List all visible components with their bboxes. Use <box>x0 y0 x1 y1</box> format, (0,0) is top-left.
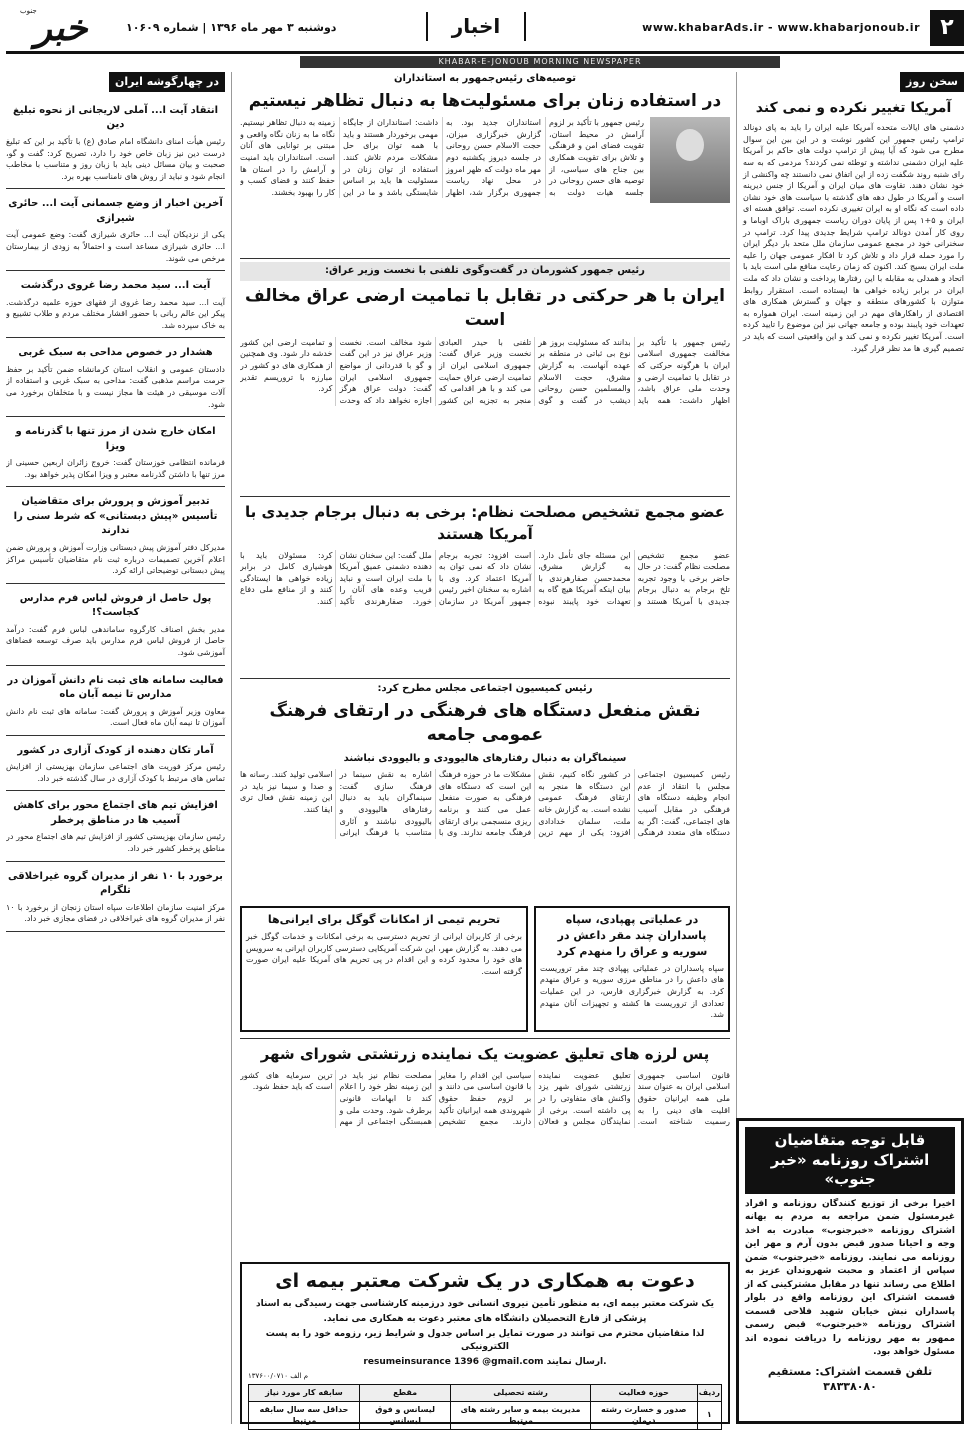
divider <box>6 270 225 271</box>
brief-title: برخورد با ۱۰ نفر از مدیران گروه غیراخلاقی تلگرام <box>8 870 223 897</box>
brief-text: معاون وزیر آموزش و پرورش گفت: سامانه های ثبت نام دانش آموزان تا نیمه آبان ماه فعال است. <box>6 706 225 728</box>
article-iraq <box>240 258 730 490</box>
brief-text: مدیرکل دفتر آموزش پیش دبستانی وزارت آموزش و پرورش ضمن اعلام آخرین تصمیمات درباره ثبت نام متقاضیان تأسیس مراکز پیش دبستانی توضیحاتی ارائه کرد. <box>6 542 225 576</box>
box-text: برخی از کاربران ایرانی از تحریم دسترسی به برخی امکانات و خدمات گوگل خبر می دهند. به گزارش مهر، این شرکت آمریکایی دسترسی کاربران ایرانی به سرویس های خود را محدود کرده و این اقدام در پی تحریم های آمریکا علیه ایران صورت گرفته است. <box>246 931 522 976</box>
table-header-cell: ردیف <box>697 1384 721 1401</box>
brief-title: افزایش تیم های اجتماع محور برای کاهش آسیب ها در مناطق پرخطر <box>13 800 218 826</box>
article-text: قانون اساسی جمهوری اسلامی ایران به عنوان سند ملی همه ایرانیان حقوق اقلیت های دینی را به رسمیت شناخته است. تعلیق عضویت نماینده زرتشتی شورای شهر یزد واکنش های متفاوتی را در پی داشته است. برخی از نمایندگان مجلس و فعالان سیاسی این اقدام را مغایر با قانون اساسی می دانند و بر لزوم حفظ حقوق شهروندی همه ایرانیان تأکید دارند. مجمع تشخیص مصلحت نظام نیز باید در این زمینه نظر خود را اعلام کند تا ابهامات قانونی برطرف شود. وحدت ملی و همبستگی اجتماعی از مهم ترین سرمایه های کشور است که باید حفظ شود. <box>240 1070 730 1127</box>
newspaper-logo: خبر <box>34 7 88 49</box>
divider <box>6 188 225 189</box>
editorial-label: سخن روز <box>900 72 964 92</box>
article-kicker: توصیه‌های رئیس‌جمهور به استانداران <box>394 73 576 84</box>
brief-text: دادستان عمومی و انقلاب استان کرمانشاه ضمن تأکید بر حفظ حرمت مراسم مذهبی گفت: مداحی به سبک غربی و استفاده از آلات موسیقی در هیئت ها مجاز نیست و با متخلفان برخورد می شود. <box>6 364 225 409</box>
article-culture <box>240 678 730 900</box>
job-ad-title: دعوت به همکاری در یک شرکت معتبر بیمه ای <box>275 1270 695 1292</box>
table-header-cell: مقطع <box>359 1384 450 1401</box>
brief-title: تدبیر آموزش و پرورش برای متقاضیان تأسیس «پیش دبستانی» که شرط سنی را ندارند <box>13 496 218 537</box>
brief-text: رئیس مرکز فوریت های اجتماعی سازمان بهزیستی از افزایش تماس های مرتبط با کودک آزاری در سال گذشته خبر داد. <box>6 762 225 783</box>
brief-title: فعالیت سامانه های ثبت نام دانش آموزان در مدارس تا نیمه آبان ماه <box>7 674 224 700</box>
brief-title: هشدار در خصوص مداحی به سبک غربی <box>18 347 213 359</box>
brief-text: مدیر بخش اصناف کارگروه ساماندهی لباس فرم گفت: درآمد حاصل از فروش لباس فرم مدارس باید صرف توسعه فضاهای آموزشی شود. <box>6 624 225 657</box>
brief-text: فرمانده انتظامی خوزستان گفت: خروج زائران اربعین حسینی از مرز تنها با داشتن گذرنامه معتبر و ویزا امکان پذیر خواهد بود. <box>6 458 225 479</box>
job-ad-code: م الف ۱۳۷۶۰۰/۰۷۱۰ <box>248 1371 309 1380</box>
editorial-headline: آمریکا تغییر نکرده و نمی کند <box>755 99 952 116</box>
brief-title: آمار تکان دهنده از کودک آزاری در کشور <box>17 744 214 756</box>
article-band: رئیس جمهور کشورمان در گفت‌وگوی تلفنی با نخست وزیر عراق: <box>240 262 730 281</box>
brief-text: مرکز امنیت سازمان اطلاعات سپاه استان زنجان از برخورد با ۱۰ نفر از مدیران گروه های غیراخلاقی در فضای مجازی خبر داد. <box>6 902 225 924</box>
news-briefs-list <box>6 104 225 932</box>
subscription-ad-body: اخیرا برخی از توزیع کنندگان روزنامه و افراد غیرمسئول ضمن مراجعه به مردم به بهانه اشتراک روزنامه «خبرجنوب» مبادرت به اخذ وجه و احیانا صدور قبض بدون آرم و مهر این روزنامه می نمایند. روزنامه «خبرجنوب» ضمن سپاس از اعتماد و محبت شهروندان عزیز به اطلاع می رساند تنها در مقابل مشترکینی که از قسمت اشتراک این روزنامه واقع در بلوار پاسداران نبش خیابان شهید فلاحی قسمت اشتراک روزنامه «خبرجنوب» قبض رسمی ممهور به مهر روزنامه را دریافت نموده اند مسئول خواهد بود. <box>745 1198 955 1357</box>
divider <box>6 861 225 862</box>
job-ad-table-header <box>249 1384 722 1401</box>
box-google-sanctions <box>240 906 528 1032</box>
news-briefs-label: در چهارگوشه ایران <box>109 72 225 92</box>
divider <box>6 931 225 932</box>
article-city-council <box>240 1038 730 1258</box>
divider <box>6 486 225 487</box>
box-title: در عملیاتی پهپادی، سپاه پاسداران چند مقر داعش در سوریه و عراق را منهدم کرد <box>556 913 708 958</box>
masthead <box>6 6 964 54</box>
date-issue: دوشنبه ۳ مهر ماه ۱۳۹۶ | شماره ۱۰۶۰۹ <box>126 21 337 34</box>
article-title: ایران با هر حرکتی در تقابل با تمامیت ارضی عراق مخالف است <box>245 285 725 331</box>
table-cell: ۱ <box>697 1401 721 1429</box>
article-title: پس لرزه های تعلیق عضویت یک نماینده زرتشتی شورای شهر <box>260 1045 710 1063</box>
article-subtitle: سینماگران به دنبال رفتارهای هالیوودی و بالیوودی نباشند <box>343 752 627 764</box>
brief-text: یکی از نزدیکان آیت ا... حائری شیرازی گفت: وضع عمومی آیت ا... حائری شیرازی مساعد است و احتمالاً به زودی از بیمارستان مرخص می شوند. <box>6 230 225 263</box>
table-cell: مدیریت بیمه و سایر رشته های مرتبط <box>451 1401 590 1429</box>
table-header-cell: حوزه فعالیت <box>590 1384 697 1401</box>
box-title: تحریم تیمی از امکانات گوگل برای ایرانی‌ها <box>267 913 501 926</box>
job-ad-table-body <box>249 1401 722 1429</box>
article-expediency-council <box>240 496 730 672</box>
article-title: عضو مجمع تشخیص مصلحت نظام: برخی به دنبال برجام جدیدی با آمریکا هستند <box>244 503 726 543</box>
article-text: عضو مجمع تشخیص مصلحت نظام گفت: در حال حاضر برخی با وجود تجربه تلخ برجام به دنبال برجام جدیدی با آمریکا هستند و این مسئله جای تأمل دارد. به گزارش مشرق، محمدحسن صفارهرندی با بیان اینکه آمریکا هیچ گاه به تعهدات خود پایبند نبوده است افزود: تجربه برجام نشان داد که نمی توان به آمریکا اعتماد کرد. وی با اشاره به سخنان اخیر رئیس جمهور آمریکا در سازمان ملل گفت: این سخنان نشان دهنده دشمنی عمیق آمریکا با ملت ایران است و نباید فریب وعده های آنان را خورد. صفارهرندی تأکید کرد: مسئولان باید با هوشیاری کامل در برابر زیاده خواهی ها ایستادگی کنند و از منافع ملی دفاع کنند. <box>240 550 730 606</box>
divider <box>6 416 225 417</box>
brief-text: آیت ا... سید محمد رضا غروی از فقهای حوزه علمیه درگذشت. پیکر این عالم ربانی با حضور اقشار مختلف مردم و طلاب تشییع و به خاک سپرده شد. <box>6 297 225 330</box>
brief-title: آخرین اخبار از وضع جسمانی آیت ا... حائری شیرازی <box>8 198 223 224</box>
box-irgc-operation <box>534 906 730 1032</box>
job-ad-table <box>248 1384 722 1430</box>
section-title: اخبار <box>426 12 526 41</box>
subscription-ad-title-line1: قابل توجه متقاضیان <box>774 1131 926 1149</box>
brief-text: رئیس سازمان بهزیستی کشور از افزایش تیم های اجتماع محور در مناطق پرخطر کشور خبر داد. <box>6 832 225 853</box>
box-text: سپاه پاسداران در عملیاتی پهپادی چند مقر تروریست های داعش را در مناطق مرزی سوریه و عراق منهدم کرد. به گزارش خبرگزاری فارس، در این عملیات تعدادی از تروریست ها کشته و تجهیزات آنان منهدم شد. <box>540 963 724 1020</box>
table-header-cell: رشته تحصیلی <box>451 1384 590 1401</box>
job-ad-email[interactable]: resumeinsurance 1396 @gmail.com ارسال نمایند. <box>363 1356 607 1367</box>
subscription-ad <box>736 1118 964 1424</box>
english-name-bar: KHABAR-E-JONOUB MORNING NEWSPAPER <box>300 56 780 68</box>
article-title: در استفاده زنان برای مسئولیت‌ها به دنبال تظاهر نیستیم <box>248 90 722 111</box>
left-column <box>6 72 232 1424</box>
middle-column <box>240 72 730 1424</box>
subscription-ad-title <box>745 1127 955 1194</box>
article-text: رئیس کمیسیون اجتماعی مجلس با انتقاد از عدم انجام وظیفه دستگاه های فرهنگی در مقابل آسیب های اجتماعی، گفت: اگر به دستگاه های متعدد فرهنگی در کشور نگاه کنیم، نقش این دستگاه ها منجر به ارتقای فرهنگ عمومی نشده است. به گزارش خانه ملت، سلمان خدادادی افزود: یکی از مهم ترین مشکلات ما در حوزه فرهنگ این است که دستگاه های فرهنگی به صورت منفعل عمل می کنند و برنامه ریزی منسجمی برای ارتقای فرهنگ جامعه ندارند. وی با اشاره به نقش سینما در فرهنگ سازی گفت: سینماگران باید به دنبال رفتارهای هالیوودی و بالیوودی نباشند و آثاری متناسب با فرهنگ ایرانی اسلامی تولید کنند. رسانه ها و صدا و سیما نیز باید در این زمینه نقش فعال تری ایفا کنند. <box>240 770 730 838</box>
subscription-ad-phone: تلفن قسمت اشتراک: مستقیم ۳۸۳۳۸۰۸۰ <box>767 1364 933 1394</box>
subscription-ad-title-line2: اشتراک روزنامه «خبر جنوب» <box>770 1150 930 1188</box>
article-text: رئیس جمهور با تأکید بر مخالفت جمهوری اسلامی ایران با هرگونه حرکتی که در تقابل با تمامیت ارضی و وحدت ملی عراق باشد، اظهار داشت: همه باید بدانند که مسئولیت بروز هر نوع بی ثباتی در منطقه بر عهده آنهاست. به گزارش مشرق، حجت الاسلام والمسلمین حسن روحانی دیشب در گفت و گوی تلفنی با حیدر العبادی نخست وزیر عراق گفت: جمهوری اسلامی ایران از تمامیت ارضی عراق حمایت می کند و با هر اقدامی که منجر به تجزیه این کشور شود مخالف است. نخست وزیر عراق نیز در این گفت و گو با قدردانی از مواضع جمهوری اسلامی ایران گفت: دولت عراق هرگز اجازه نخواهد داد که وحدت و تمامیت ارضی این کشور خدشه دار شود. وی همچنین از همکاری های دو کشور در مبارزه با تروریسم تقدیر کرد. <box>240 337 730 405</box>
president-photo <box>650 117 730 203</box>
brief-text: رئیس هیأت امنای دانشگاه امام صادق (ع) با تأکید بر این که تبلیغ درست دین نیز زبان خاص خود را دارد، تصریح کرد: گفت و گو، صحبت و بیان مسائل دینی باید با زبان روز و متناسب با مخاطب انجام شود و نباید از روش های نامناسب بهره برد. <box>6 136 225 181</box>
site-url[interactable]: www.khabarAds.ir - www.khabarjonoub.ir <box>642 21 920 34</box>
job-ad-line2: پزشکی از فارغ التحصیلان دانشگاه های معتبر دعوت به همکاری می نماید. <box>323 1313 647 1324</box>
article-president-governors <box>240 72 730 252</box>
brief-title: انتقاد آیت ا... آملی لاریجانی از نحوه تبلیغ دین <box>12 104 219 131</box>
divider <box>6 735 225 736</box>
divider <box>6 665 225 666</box>
divider <box>6 583 225 584</box>
page-number: ۲ <box>930 10 964 46</box>
job-ad <box>240 1262 730 1424</box>
newspaper-logo-sub: جنوب <box>20 7 37 15</box>
table-cell: لیسانس و فوق لیسانس <box>359 1401 450 1429</box>
article-text: رئیس جمهور با تأکید بر لزوم آرامش در محیط استان، تقویت فضای امن و فرهنگی و تلاش برای تقویت همکاری بین جناح های سیاسی، از توصیه های حسن روحانی در جلسه هیات دولت به استانداران جدید بود. به گزارش خبرگزاری میزان، حجت الاسلام حسن روحانی در جلسه دیروز یکشنبه دوم مهر ماه دولت که ظهر امروز در محل نهاد ریاست جمهوری برگزار شد، اظهار داشت: استانداران از جایگاه مهمی برخوردار هستند و باید با همه توان برای حل مشکلات مردم تلاش کنند. استفاده از توان زنان در مسئولیت ها باید بر اساس شایستگی باشد و ما در این زمینه به دنبال تظاهر نیستیم. نگاه ما به زنان نگاه واقعی و مبتنی بر توانایی های آنان است. استانداران باید امنیت و آرامش را در استان ها حفظ کنند و فضای کسب و کار را بهبود بخشند. <box>240 118 644 197</box>
job-ad-line1: یک شرکت معتبر بیمه ای، به منظور تأمین نیروی انسانی خود درزمینه کارشناسی جهت رسیدگی به اسناد <box>256 1298 714 1309</box>
table-cell: صدور و خسارت رشته درمان <box>590 1401 697 1429</box>
article-title: نقش منفعل دستگاه های فرهنگی در ارتقای فرهنگ عمومی جامعه <box>269 700 701 746</box>
brief-title: آیت ا... سید محمد رضا غروی درگذشت <box>20 280 211 292</box>
job-ad-line3: لذا متقاضیان محترم می توانند در صورت تمایل بر اساس جدول و شرایط زیر، رزومه خود را به پست الکترونیکی <box>265 1328 705 1352</box>
divider <box>6 790 225 791</box>
article-kicker: رئیس کمیسیون اجتماعی مجلس مطرح کرد: <box>377 683 593 694</box>
divider <box>6 337 225 338</box>
table-header-cell: سابقه کار مورد نیاز <box>249 1384 360 1401</box>
table-cell: حداقل سه سال سابقه مرتبط <box>249 1401 360 1429</box>
editorial-text: دشمنی های ایالات متحده آمریکا علیه ایران را باید به پای دونالد ترامپ رئیس جمهور این کشور نوشت و در این بین این سوال مطرح می شود که آیا پیش از ترامپ دولت های حاکم بر آمریکا علیه ایران دشمنی نداشته و توطئه نمی کردند؟ مردمی که به سه رای شنبه روند شگفت زده از این اتفاق نمی دانستند چه واکنشی از خود نشان دهند. تقاوت های میان ایران و آمریکا از جنس دیرینه است و آمریکا در طول دهه های گذشته با سیاست های خود نشان داده است که نگاه او به ایران تغییری نکرده است. توافق هسته ای ایران و ۵+۱ پس از پایان دوران ریاست جمهوری باراک اوباما و روی کار آمدن دونالد ترامپ شرایط جدیدی پیدا کرد. ترامپ در سخنرانی خود در مجمع عمومی سازمان ملل متحد بار دیگر ایران را مورد حمله قرار داد و تلاش کرد تا افکار عمومی جهان را علیه ملت ایران بسیج کند. اکنون که زمان رعایت منافع ملی است باید با اتحاد و همدلی به مقابله با این رفتارها پرداخت و نشان داد که ملت ایران در برابر زیاده خواهی ها ایستاده است. استقرار روابط متوازن با کشورهای منطقه و جهان و گسترش همکاری های اقتصادی از راهکارهای مهم در این زمینه است. ایران همواره به تعهدات خود پایبند بوده و جامعه جهانی نیز این موضوع را تایید کرده است. آمریکا تغییر نکرده و نمی کند و این واقعیتی است که باید در تصمیم گیری ها مد نظر قرار گیرد. <box>743 123 964 353</box>
brief-title: امکان خارج شدن از مرز تنها با گذرنامه و ویزا <box>15 426 216 452</box>
table-row <box>249 1401 722 1429</box>
brief-title: پول حاصل از فروش لباس فرم مدارس کجاست؟! <box>19 592 212 619</box>
